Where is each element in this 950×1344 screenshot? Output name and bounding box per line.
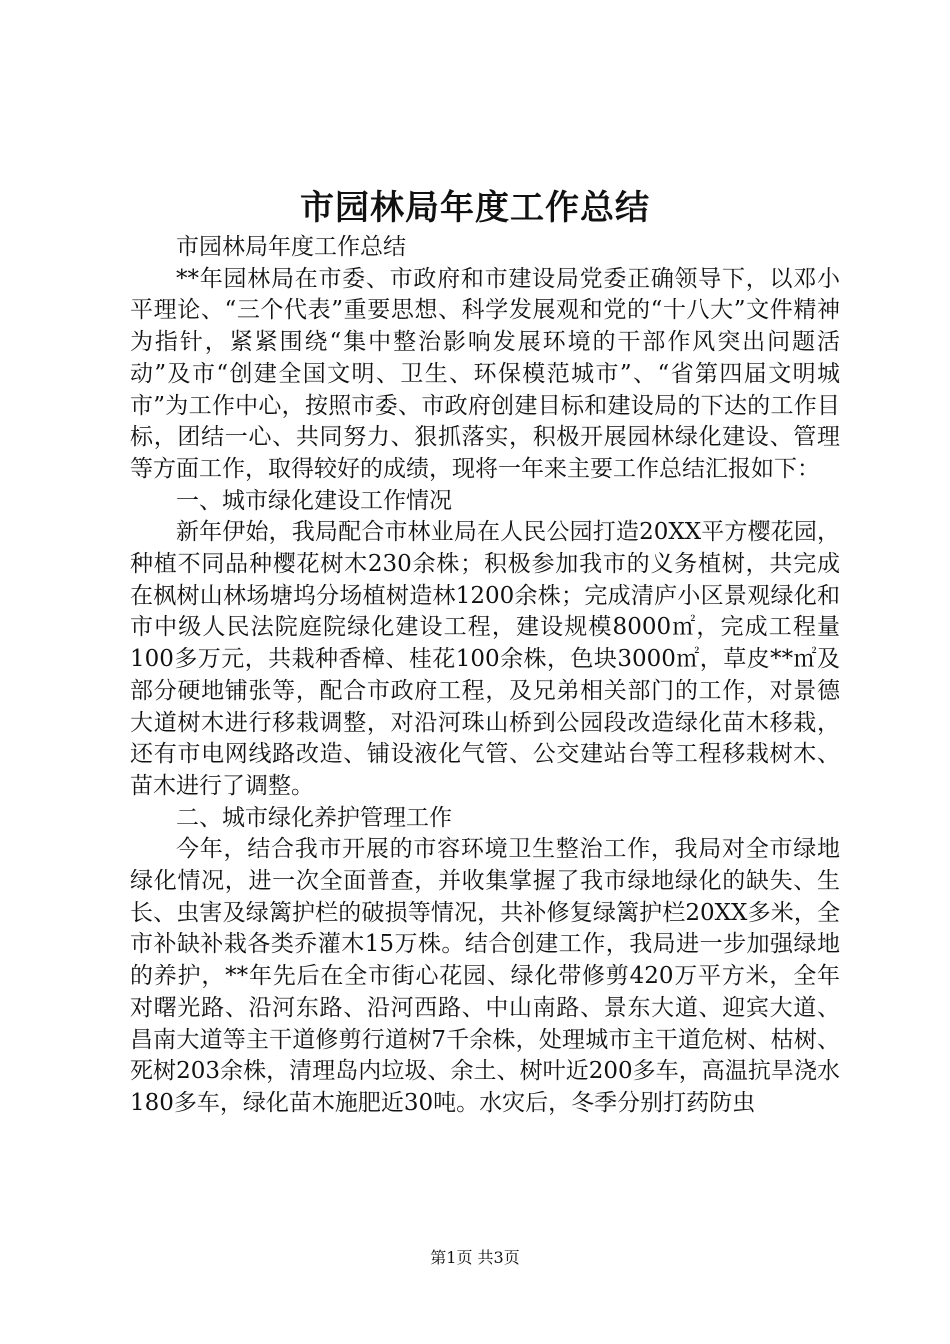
section-heading-1: 一、城市绿化建设工作情况 xyxy=(176,487,452,514)
paragraph-section-1: 新年伊始，我局配合市林业局在人民公园打造20XX平方樱花园，种植不同品种樱花树木230余株；积极参加我市的义务植树，共完成在枫树山林场塘坞分场植树造林1200余株；完成清庐小区景观绿化和市中级人民法院庭院绿化建设工程，建设规模8000㎡，完成工程量100多万元，共栽种香樟、桂花100余株，色块3000㎡，草皮**㎡及部分硬地铺张等，配合市政府工程，及兄弟相关部门的工作，对景德大道树木进行移栽调整，对沿河珠山桥到公园段改造绿化苗木移栽，还有市电网线路改造、铺设液化气管、公交建站台等工程移栽树木、苗木进行了调整。 xyxy=(130,519,840,799)
paragraph-section-2: 今年，结合我市开展的市容环境卫生整治工作，我局对全市绿地绿化情况，进一次全面普查，并收集掌握了我市绿地绿化的缺失、生长、虫害及绿篱护栏的破损等情况，共补修复绿篱护栏20XX多米，全市补缺补栽各类乔灌木15万株。结合创建工作，我局进一步加强绿地的养护，**年先后在全市街心花园、绿化带修剪420万平方米，全年对曙光路、沿河东路、沿河西路、中山南路、景东大道、迎宾大道、昌南大道等主干道修剪行道树7千余株，处理城市主干道危树、枯树、死树203余株，清理岛内垃圾、余土、树叶近200多车，高温抗旱浇水180多车，绿化苗木施肥近30吨。水灾后，冬季分别打药防虫 xyxy=(130,836,840,1116)
paragraph-intro: **年园林局在市委、市政府和市建设局党委正确领导下，以邓小平理论、“三个代表”重要思想、科学发展观和党的“十八大”文件精神为指针，紧紧围绕“集中整治影响发展环境的干部作风突出问题活动”及市“创建全国文明、卫生、环保模范城市”、“省第四届文明城市”为工作中心，按照市委、市政府创建目标和建设局的下达的工作目标，团结一心、共同努力、狠抓落实，积极开展园林绿化建设、管理等方面工作，取得较好的成绩，现将一年来主要工作总结汇报如下： xyxy=(130,265,840,482)
page-number-footer: 第1页 共3页 xyxy=(430,1248,520,1267)
page-title: 市园林局年度工作总结 xyxy=(300,188,650,228)
section-heading-2: 二、城市绿化养护管理工作 xyxy=(176,804,452,831)
document-body xyxy=(130,232,840,1120)
paragraph-subtitle: 市园林局年度工作总结 xyxy=(176,234,406,260)
